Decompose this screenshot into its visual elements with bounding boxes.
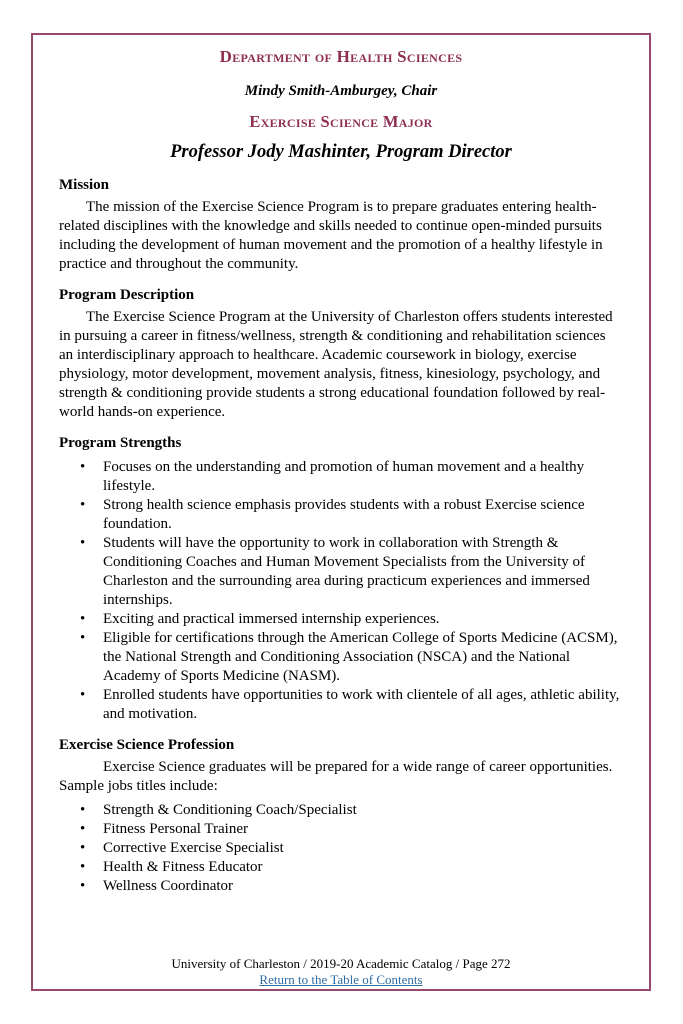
list-item: • Students will have the opportunity to work in collaboration with Strength & Conditioning Coaches and Human Movement Specialists from the University of Charleston and the surrounding area during practicum experiences and immersed internships. bbox=[59, 534, 623, 610]
program-director-name: Professor Jody Mashinter, Program Director bbox=[170, 142, 512, 162]
department-title: Department of Health Sciences bbox=[219, 47, 463, 66]
profession-paragraph: Exercise Science graduates will be prepared for a wide range of career opportunities. Sample jobs titles include: bbox=[59, 759, 613, 794]
list-item: • Wellness Coordinator bbox=[59, 877, 623, 896]
program-description-paragraph: The Exercise Science Program at the University of Charleston offers students interested in pursuing a career in fitness/wellness, strength & conditioning and rehabilitation sciences an interdisciplinary approach to healthcare. Academic coursework in biology, exercise physiology, motor development, movement analysis, fitness, kinesiology, psychology, and strength & conditioning provide students a strong educational foundation followed by real-world hands-on experience. bbox=[59, 309, 613, 420]
section-heading-program-strengths: Program Strengths bbox=[59, 435, 182, 451]
mission-paragraph: The mission of the Exercise Science Program is to prepare graduates entering health-related disciplines with the knowledge and skills needed to continue open-minded pursuits including the development of human movement and the promotion of a healthy lifestyle in practice and throughout the community. bbox=[59, 199, 603, 272]
list-item: • Corrective Exercise Specialist bbox=[59, 839, 623, 858]
list-item: • Focuses on the understanding and promotion of human movement and a healthy lifestyle. bbox=[59, 458, 623, 496]
chair-name: Mindy Smith-Amburgey, Chair bbox=[244, 83, 438, 99]
section-heading-mission: Mission bbox=[59, 177, 110, 193]
list-item: • Strength & Conditioning Coach/Specialist bbox=[59, 801, 623, 820]
page-footer bbox=[33, 956, 649, 987]
list-item: • Enrolled students have opportunities to work with clientele of all ages, athletic ability, and motivation. bbox=[59, 686, 623, 724]
list-item: • Health & Fitness Educator bbox=[59, 858, 623, 877]
program-strengths-list bbox=[59, 458, 623, 724]
section-heading-exercise-science-profession: Exercise Science Profession bbox=[59, 737, 235, 753]
footer-catalog-text: University of Charleston / 2019-20 Academic Catalog / Page 272 bbox=[171, 956, 511, 971]
major-title: Exercise Science Major bbox=[249, 112, 433, 131]
catalog-page-border bbox=[31, 33, 651, 991]
table-of-contents-link[interactable]: Return to the Table of Contents bbox=[259, 971, 423, 987]
list-item: • Fitness Personal Trainer bbox=[59, 820, 623, 839]
list-item: • Eligible for certifications through the American College of Sports Medicine (ACSM), the National Strength and Conditioning Association (NSCA) and the National Academy of Sports Medicine (NASM). bbox=[59, 629, 623, 686]
section-heading-program-description: Program Description bbox=[59, 287, 195, 303]
list-item: • Strong health science emphasis provides students with a robust Exercise science foundation. bbox=[59, 496, 623, 534]
list-item: • Exciting and practical immersed internship experiences. bbox=[59, 610, 623, 629]
job-titles-list bbox=[59, 801, 623, 896]
